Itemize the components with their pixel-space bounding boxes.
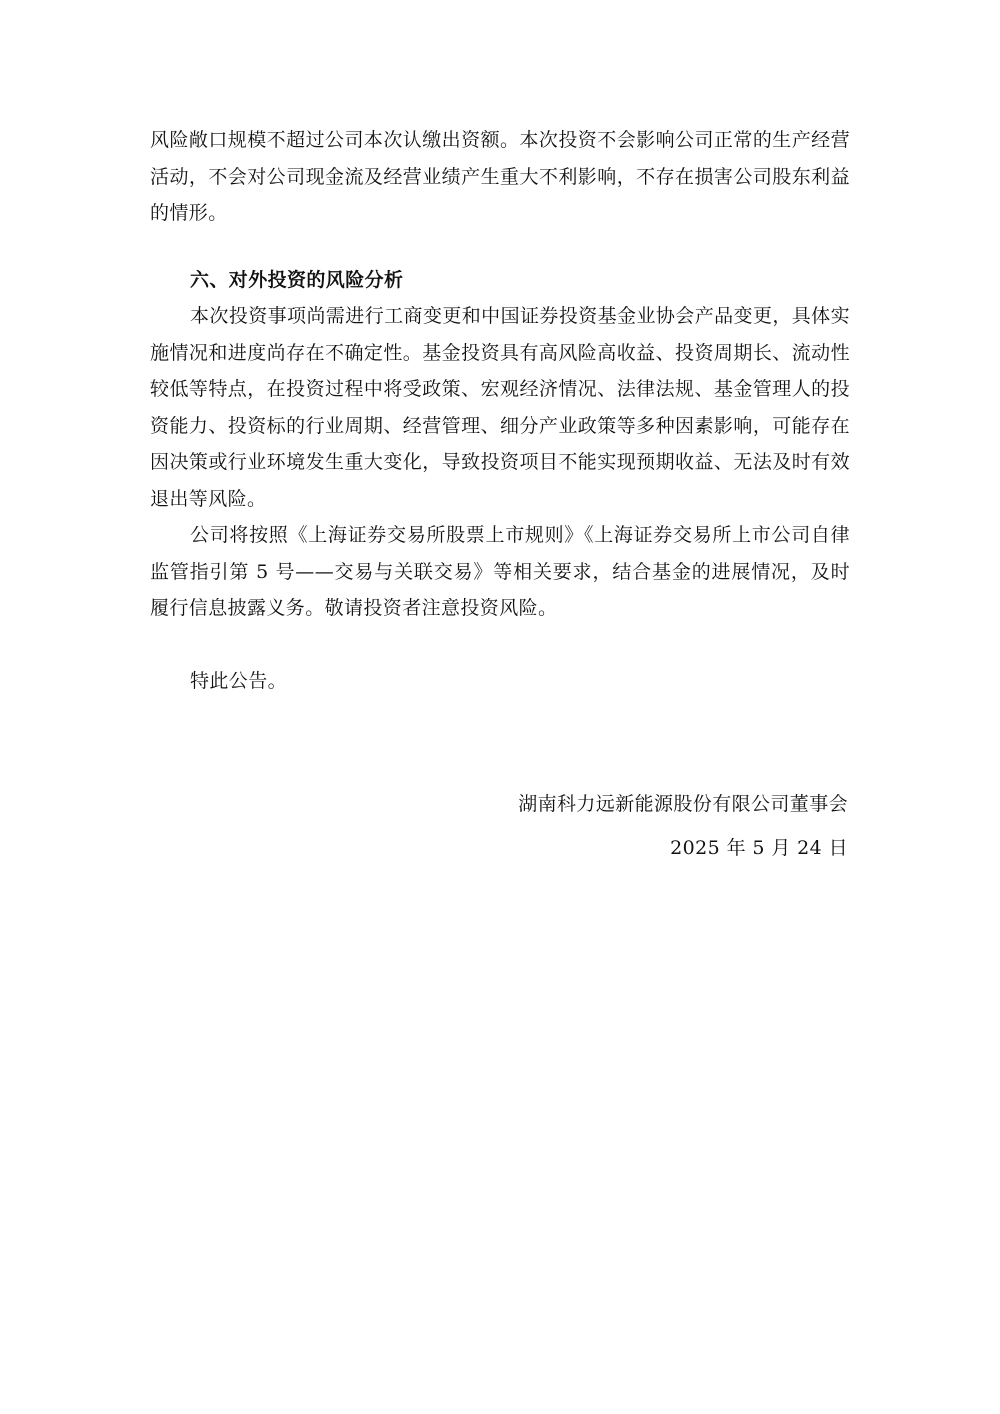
signature-organization: 湖南科力远新能源股份有限公司董事会 (518, 793, 848, 815)
spacer (150, 627, 850, 663)
closing-statement: 特此公告。 (190, 669, 288, 692)
section-heading-risk-analysis: 六、对外投资的风险分析 (190, 268, 404, 291)
paragraph-continuation: 风险敞口规模不超过公司本次认缴出资额。本次投资不会影响公司正常的生产经营活动，不会对公司现金流及经营业绩产生重大不利影响，不存在损害公司股东利益的情形。 (150, 129, 850, 224)
document-body (150, 122, 850, 699)
signature-block (518, 782, 848, 870)
paragraph-disclosure-commitment: 公司将按照《上海证券交易所股票上市规则》《上海证券交易所上市公司自律监管指引第 5 号——交易与关联交易》等相关要求，结合基金的进展情况，及时履行信息披露义务。敬请投资者注意投资风险。 (150, 524, 850, 619)
signature-date: 2025 年 5 月 24 日 (670, 837, 848, 859)
paragraph-risk-description: 本次投资事项尚需进行工商变更和中国证券投资基金业协会产品变更，具体实施情况和进度尚存在不确定性。基金投资具有高风险高收益、投资周期长、流动性较低等特点，在投资过程中将受政策、宏观经济情况、法律法规、基金管理人的投资能力、投资标的行业周期、经营管理、细分产业政策等多种因素影响，可能存在因决策或行业环境发生重大变化，导致投资项目不能实现预期收益、无法及时有效退出等风险。 (150, 305, 850, 510)
